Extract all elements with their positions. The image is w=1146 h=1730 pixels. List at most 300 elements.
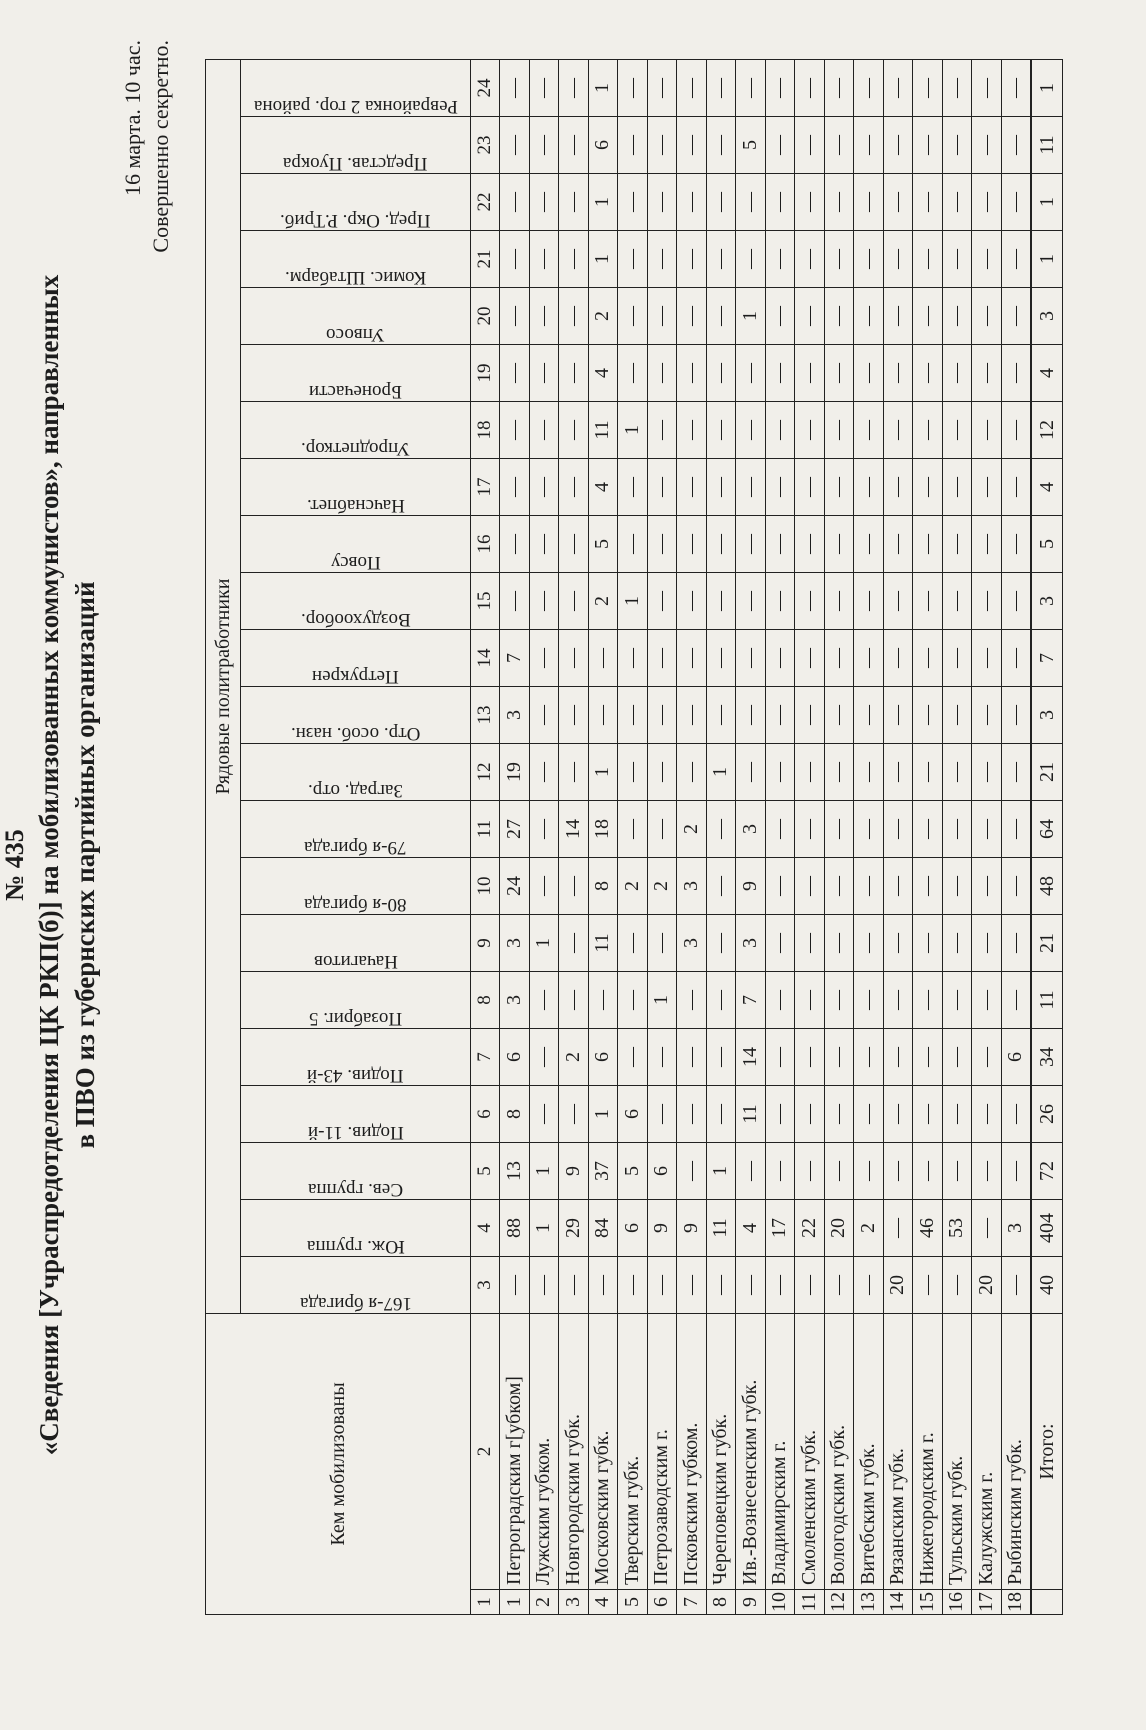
table-cell: 1 [588,231,618,288]
column-number: 2 [471,1314,500,1590]
table-cell: — [972,1029,1002,1086]
table-cell: — [824,402,854,459]
table-cell: — [647,687,677,744]
table-cell: — [972,1086,1002,1143]
table-cell: — [972,516,1002,573]
table-cell: — [529,117,559,174]
table-cell: — [824,744,854,801]
table-cell: — [972,1143,1002,1200]
row-number: 4 [588,1590,618,1615]
table-cell: — [883,687,913,744]
total-spacer [1031,1590,1063,1615]
table-cell: — [824,915,854,972]
table-cell: — [588,972,618,1029]
table-cell: — [1001,573,1031,630]
table-cell: — [824,801,854,858]
table-cell: 11 [588,915,618,972]
table-cell: — [913,60,943,117]
table-cell: — [1001,915,1031,972]
table-cell: — [824,60,854,117]
table-cell: — [972,402,1002,459]
table-cell: — [588,687,618,744]
table-cell: — [942,687,972,744]
table-cell: — [500,60,530,117]
column-header-label: Воздухообор. [300,609,411,630]
column-header-label: 79-я бригада [304,837,407,858]
table-cell: 6 [618,1200,648,1257]
table-cell: 1 [706,744,736,801]
table-cell: — [972,744,1002,801]
table-cell: — [972,174,1002,231]
table-cell: — [706,630,736,687]
column-header-label: Петрукрен [312,666,399,687]
total-cell: 4 [1031,345,1063,402]
table-cell: — [618,687,648,744]
table-cell: — [942,402,972,459]
table-cell: — [706,573,736,630]
row-number: 11 [795,1590,825,1615]
table-cell: 3 [677,858,707,915]
column-number: 23 [471,117,500,174]
table-cell: — [883,858,913,915]
table-cell: — [795,744,825,801]
table-cell: 1 [736,288,766,345]
table-row [677,60,707,1615]
table-cell: — [883,915,913,972]
table-cell: — [854,573,884,630]
table-row [559,60,589,1615]
table-cell: — [1001,858,1031,915]
table-cell: 1 [618,573,648,630]
total-cell: 34 [1031,1029,1063,1086]
column-header [241,174,471,231]
column-header [241,630,471,687]
table-cell: 2 [588,573,618,630]
table-cell: — [1001,288,1031,345]
table-cell: — [854,345,884,402]
table-cell: 6 [1001,1029,1031,1086]
table-cell: — [972,231,1002,288]
table-cell: — [795,1029,825,1086]
table-cell: — [824,174,854,231]
table-cell: — [883,1143,913,1200]
row-organization: Череповецким губк. [706,1314,736,1590]
table-cell: — [942,630,972,687]
table-cell: — [559,858,589,915]
column-number: 10 [471,858,500,915]
table-cell: — [1001,60,1031,117]
table-cell: — [529,1029,559,1086]
column-header [241,1029,471,1086]
table-cell: — [942,117,972,174]
table-cell: — [500,1257,530,1314]
table-cell: — [588,630,618,687]
row-number: 13 [854,1590,884,1615]
column-header [241,117,471,174]
table-cell: — [1001,174,1031,231]
row-number: 6 [647,1590,677,1615]
table-cell: — [942,1029,972,1086]
row-organization: Лужским губком. [529,1314,559,1590]
table-cell: 3 [736,915,766,972]
column-number: 17 [471,459,500,516]
table-cell: — [559,1257,589,1314]
table-cell: — [854,459,884,516]
column-header [241,516,471,573]
table-cell: — [795,1143,825,1200]
table-cell: — [795,1086,825,1143]
column-number: 13 [471,687,500,744]
table-cell: 1 [706,1143,736,1200]
row-organization: Петрозаводским г. [647,1314,677,1590]
table-cell: — [972,1200,1002,1257]
table-cell: — [854,630,884,687]
table-cell: — [795,60,825,117]
table-cell: — [618,174,648,231]
table-cell: — [706,801,736,858]
total-cell: 12 [1031,402,1063,459]
table-cell: — [647,630,677,687]
table-cell: — [618,1257,648,1314]
table-cell: — [913,117,943,174]
table-cell: — [795,402,825,459]
table-cell: — [795,801,825,858]
column-header-label: Позабриг. 5 [308,1008,403,1029]
table-cell: 1 [529,915,559,972]
table-cell: — [913,288,943,345]
table-cell: — [913,915,943,972]
column-header [241,288,471,345]
total-cell: 21 [1031,915,1063,972]
table-cell: 27 [500,801,530,858]
row-organization: Нижегородским г. [913,1314,943,1590]
row-organization: Ив.-Вознесенским губк. [736,1314,766,1590]
table-cell: 5 [618,1143,648,1200]
table-cell: — [736,345,766,402]
table-cell: — [706,459,736,516]
table-cell: — [559,744,589,801]
table-cell: — [795,687,825,744]
table-cell: — [706,687,736,744]
table-cell: — [677,1143,707,1200]
table-cell: — [618,231,648,288]
table-cell: — [824,459,854,516]
table-cell: — [1001,630,1031,687]
table-cell: — [618,630,648,687]
table-cell: — [972,801,1002,858]
column-header-label: Пред. Окр. Р.Триб. [280,210,431,231]
table-cell: — [529,288,559,345]
table-cell: — [736,630,766,687]
table-cell: — [529,801,559,858]
table-cell: — [883,801,913,858]
table-cell: — [942,1257,972,1314]
table-cell: — [618,288,648,345]
table-cell: — [1001,117,1031,174]
column-header [241,402,471,459]
table-cell: 6 [647,1143,677,1200]
table-cell: — [529,174,559,231]
table-cell: — [1001,744,1031,801]
table-cell: — [854,744,884,801]
table-cell: — [1001,402,1031,459]
total-cell: 404 [1031,1200,1063,1257]
table-cell: — [972,858,1002,915]
table-cell: 2 [677,801,707,858]
table-cell: — [736,744,766,801]
table-cell: — [1001,972,1031,1029]
table-cell: — [824,858,854,915]
table-cell: — [913,573,943,630]
table-row [854,60,884,1615]
table-cell: — [913,858,943,915]
table-row [795,60,825,1615]
total-cell: 64 [1031,801,1063,858]
table-cell: 1 [588,174,618,231]
table-cell: — [972,573,1002,630]
table-cell: — [706,174,736,231]
table-cell: 46 [913,1200,943,1257]
document-date: 16 марта. 10 час. [120,40,145,196]
table-cell: — [736,231,766,288]
table-cell: — [913,1257,943,1314]
table-cell: — [765,459,795,516]
table-cell: — [529,630,559,687]
table-cell: — [824,1257,854,1314]
table-cell: — [647,801,677,858]
table-cell: — [618,1029,648,1086]
table-cell: — [854,516,884,573]
table-cell: — [972,459,1002,516]
total-cell: 1 [1031,60,1063,117]
table-cell: — [854,174,884,231]
column-number: 12 [471,744,500,801]
table-row [529,60,559,1615]
table-cell: — [706,117,736,174]
table-cell: — [913,174,943,231]
table-cell: — [765,573,795,630]
document-subtitle: в ПВО из губернских партийных организаций [70,581,100,1149]
table-cell: — [618,117,648,174]
table-cell: — [677,60,707,117]
table-cell: 1 [647,972,677,1029]
table-cell: — [883,174,913,231]
table-cell: — [883,288,913,345]
table-cell: — [647,174,677,231]
table-row [824,60,854,1615]
table-cell: 3 [500,972,530,1029]
table-cell: — [795,174,825,231]
total-cell: 11 [1031,972,1063,1029]
table-cell: — [647,459,677,516]
table-cell: — [500,288,530,345]
column-header [241,1086,471,1143]
table-cell: — [647,516,677,573]
table-cell: 3 [677,915,707,972]
table-cell: — [677,345,707,402]
column-header-label: 80-я бригада [304,894,407,915]
table-cell: — [883,573,913,630]
table-cell: — [913,630,943,687]
table-cell: — [618,972,648,1029]
table-cell: — [559,972,589,1029]
column-number: 8 [471,972,500,1029]
table-cell: — [559,174,589,231]
table-cell: — [942,288,972,345]
table-cell: — [795,630,825,687]
table-cell: — [677,1029,707,1086]
table-cell: 9 [677,1200,707,1257]
column-header [241,345,471,402]
column-number: 20 [471,288,500,345]
table-cell: 2 [618,858,648,915]
secrecy-mark: Совершенно секретно. [148,40,173,253]
column-number: 4 [471,1200,500,1257]
total-cell: 3 [1031,288,1063,345]
table-cell: — [795,972,825,1029]
org-header: Кем мобилизованы [206,1314,471,1615]
table-cell: — [500,345,530,402]
column-header [241,858,471,915]
table-cell: — [795,345,825,402]
table-cell: — [647,1086,677,1143]
column-header [241,744,471,801]
table-cell: — [559,117,589,174]
table-cell: — [765,1257,795,1314]
table-cell: — [529,60,559,117]
table-cell: — [500,231,530,288]
table-cell: — [913,402,943,459]
table-row [913,60,943,1615]
table-cell: — [647,288,677,345]
table-cell: 53 [942,1200,972,1257]
table-cell: — [765,288,795,345]
table-cell: — [824,231,854,288]
table-cell: — [824,288,854,345]
column-header [241,1257,471,1314]
row-number: 2 [529,1590,559,1615]
table-cell: — [883,1029,913,1086]
table-cell: 5 [588,516,618,573]
table-cell: — [854,402,884,459]
row-number: 15 [913,1590,943,1615]
table-cell: — [618,516,648,573]
table-cell: — [972,117,1002,174]
table-cell: — [529,858,559,915]
table-cell: — [883,117,913,174]
table-cell: — [883,60,913,117]
table-cell: — [529,1086,559,1143]
table-cell: 6 [588,1029,618,1086]
total-cell: 40 [1031,1257,1063,1314]
table-cell: — [647,1257,677,1314]
column-header-label: Представ. Пуокра [283,153,428,174]
table-cell: — [795,573,825,630]
document-title: «Сведения [Учраспредотделения ЦК РКП(б)] на мобилизованных коммунистов», направленных [34,274,64,1456]
table-cell: — [529,345,559,402]
table-cell: — [854,687,884,744]
total-cell: 4 [1031,459,1063,516]
table-cell: — [588,1257,618,1314]
table-cell: 88 [500,1200,530,1257]
table-cell: — [765,915,795,972]
table-cell: — [1001,516,1031,573]
table-row [972,60,1002,1615]
table-cell: 5 [736,117,766,174]
row-organization: Вологодским губк. [824,1314,854,1590]
table-cell: 1 [588,60,618,117]
table-cell: — [736,60,766,117]
table-row [588,60,618,1615]
column-header-label: Сев. группа [307,1179,404,1200]
table-cell: 3 [1001,1200,1031,1257]
table-cell: — [706,972,736,1029]
table-cell: — [736,174,766,231]
table-cell: — [677,1257,707,1314]
table-cell: — [706,915,736,972]
table-cell: — [559,231,589,288]
table-cell: — [854,858,884,915]
table-cell: — [765,1086,795,1143]
table-cell: 29 [559,1200,589,1257]
row-number: 7 [677,1590,707,1615]
table-cell: — [529,231,559,288]
table-cell: — [883,744,913,801]
table-cell: — [942,174,972,231]
table-cell: — [677,174,707,231]
table-cell: — [883,516,913,573]
table-cell: — [529,459,559,516]
table-cell: 11 [706,1200,736,1257]
table-cell: — [942,345,972,402]
column-header [241,915,471,972]
table-row [942,60,972,1615]
table-cell: — [677,117,707,174]
table-cell: 17 [765,1200,795,1257]
table-cell: 2 [588,288,618,345]
table-cell: — [824,1029,854,1086]
row-number: 3 [559,1590,589,1615]
table-cell: — [618,345,648,402]
table-cell: — [736,402,766,459]
table-cell: — [913,801,943,858]
row-number: 10 [765,1590,795,1615]
total-cell: 5 [1031,516,1063,573]
table-cell: — [647,573,677,630]
table-cell: — [854,60,884,117]
table-cell: — [765,858,795,915]
table-cell: — [677,231,707,288]
table-cell: — [677,402,707,459]
table-cell: 2 [559,1029,589,1086]
table-cell: — [824,1086,854,1143]
table-cell: — [824,630,854,687]
column-header-label: Начснабпет. [306,495,405,516]
table-cell: — [883,1200,913,1257]
table-cell: — [913,459,943,516]
column-header [241,687,471,744]
table-cell: — [559,402,589,459]
table-cell: — [854,801,884,858]
table-cell: — [647,60,677,117]
table-row [1001,60,1031,1615]
table-cell: — [765,60,795,117]
row-organization: Тульским губк. [942,1314,972,1590]
row-number: 5 [618,1590,648,1615]
table-cell: 84 [588,1200,618,1257]
table-cell: 1 [529,1200,559,1257]
table-cell: 14 [559,801,589,858]
